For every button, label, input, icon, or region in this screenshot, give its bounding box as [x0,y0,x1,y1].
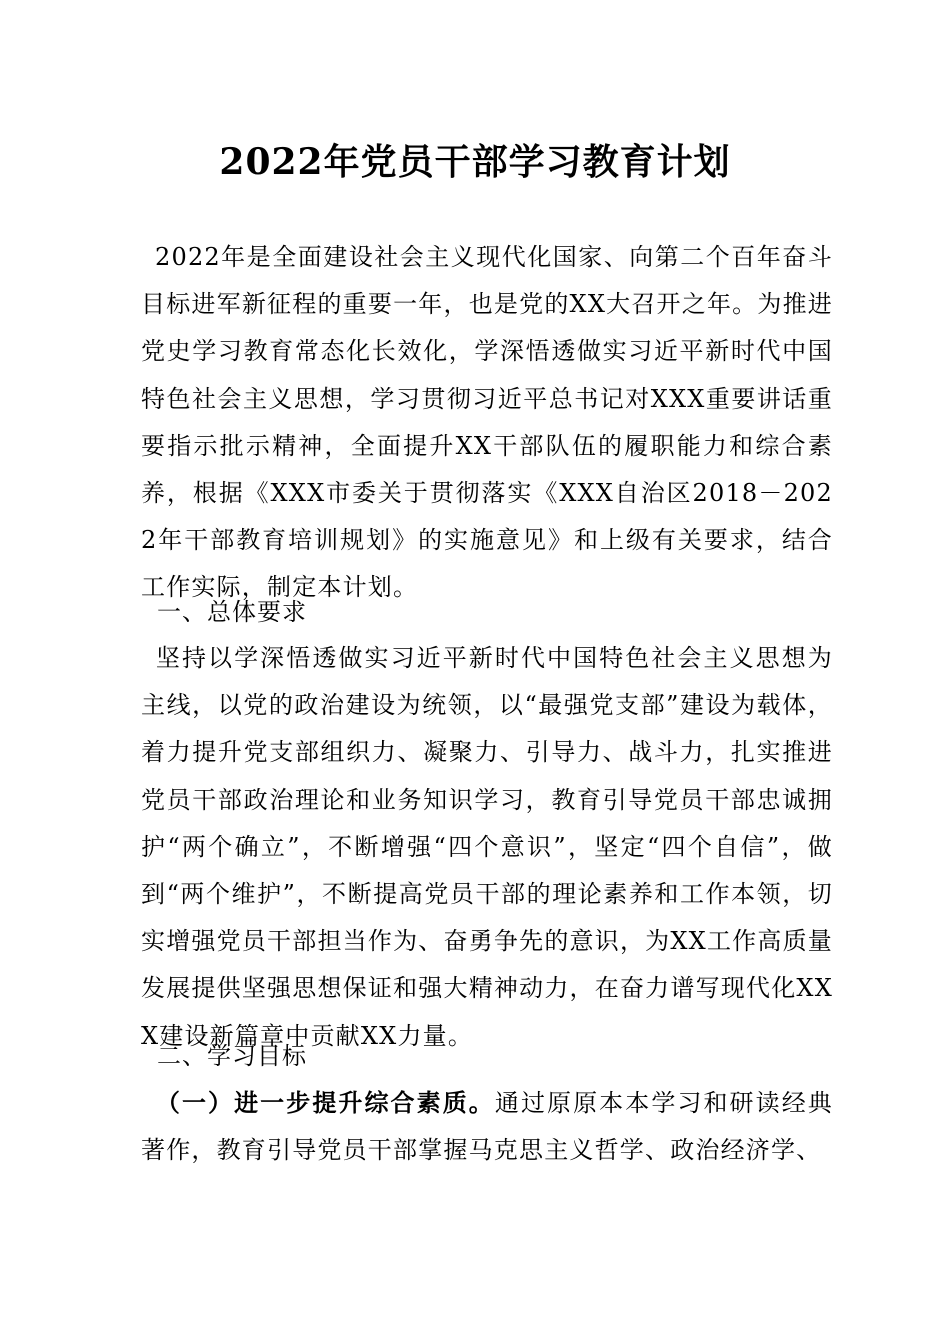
intro-text: 2022年是全面建设社会主义现代化国家、向第二个百年奋斗目标进军新征程的重要一年，也是党的XX大召开之年。为推进党史学习教育常态化长效化，学深悟透做实习近平新时代中国特色社会主义思想，学习贯彻习近平总书记对XXX重要讲话重要指示批示精神，全面提升XX干部队伍的履职能力和综合素养，根据《XXX市委关于贯彻落实《XXX自治区2018－2022年干部教育培训规划》的实施意见》和上级有关要求，结合工作实际，制定本计划。 [141,243,833,602]
general-requirements-text: 坚持以学深悟透做实习近平新时代中国特色社会主义思想为主线，以党的政治建设为统领，以“最强党支部”建设为载体，着力提升党支部组织力、凝聚力、引导力、战斗力，扎实推进党员干部政治理论和业务知识学习，教育引导党员干部忠诚拥护“两个确立”，不断增强“四个意识”，坚定“四个自信”，做到“两个维护”，不断提高党员干部的理论素养和工作本领，切实增强党员干部担当作为、奋勇争先的意识，为XX工作高质量发展提供坚强思想保证和强大精神动力，在奋力谱写现代化XXX建设新篇章中贡献XX力量。 [141,644,833,1050]
section-heading-learning-goals: 二、学习目标 [157,1042,307,1070]
general-requirements-paragraph [141,635,833,1060]
section-heading-general-requirements: 一、总体要求 [157,598,307,626]
intro-paragraph [141,234,833,612]
learning-goal-item-1-text: 通过原原本本学习和研读经典著作，教育引导党员干部掌握马克思主义哲学、政治经济学、 [141,1089,833,1165]
learning-goal-item-1-lead: （一）进一步提升综合素质。 [155,1088,495,1117]
learning-goal-item-1 [141,1079,833,1174]
document-title: 2022年党员干部学习教育计划 [219,141,731,183]
